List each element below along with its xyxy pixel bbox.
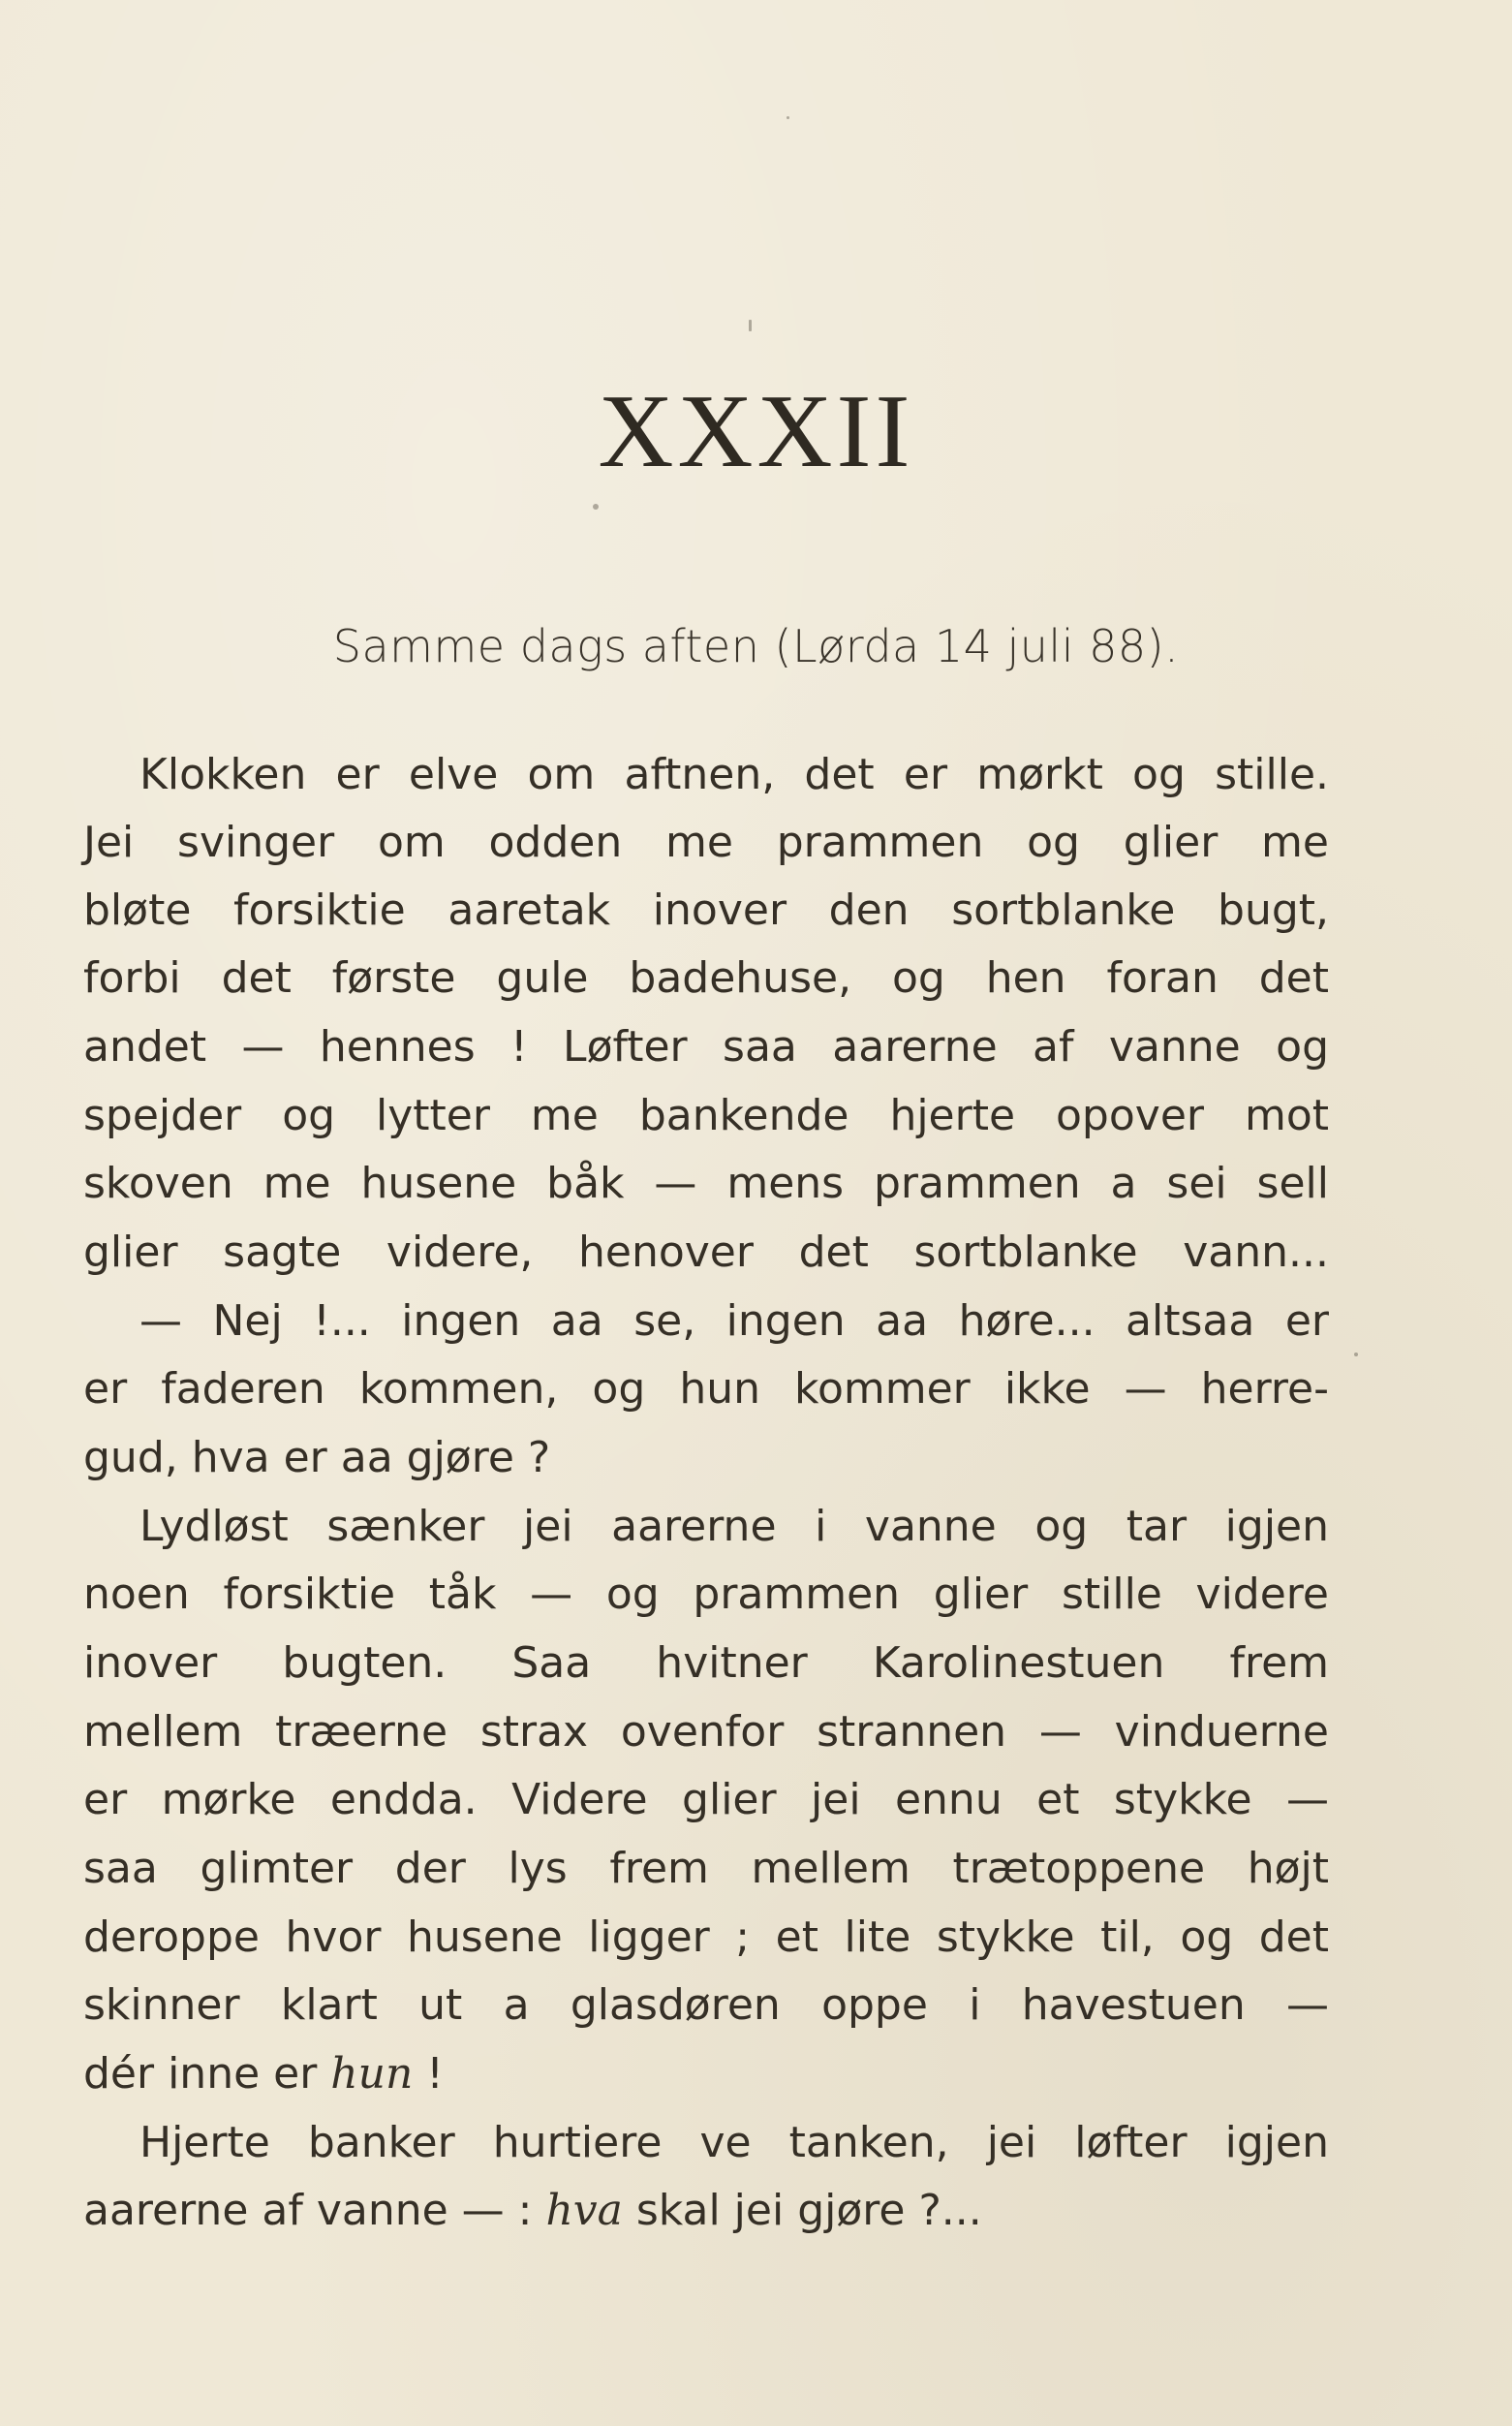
text-line: inover bugten. Saa hvitner Karolinestuen frem (83, 1638, 1329, 1688)
text-run: ! (413, 2049, 444, 2099)
dateline: Samme dags aften (Lørda 14 juli 88). (332, 620, 1180, 672)
text-line: glier sagte videre, henover det sortblanke vann... (83, 1228, 1329, 1277)
text-line (83, 2045, 1329, 2103)
text-run: dér inne er (83, 2049, 331, 2099)
paper-speck (1354, 1353, 1358, 1356)
text-line: mellem træerne strax ovenfor strannen — vinduerne (83, 1707, 1329, 1757)
text-line: Jei svinger om odden me prammen og glier me (83, 818, 1329, 867)
text-line: deroppe hvor husene ligger ; et lite stykke til, og det (83, 1913, 1329, 1962)
text-line (83, 2182, 1329, 2240)
text-line: er faderen kommen, og hun kommer ikke — herre- (83, 1364, 1329, 1414)
text-line: noen forsiktie tåk — og prammen glier stille videre (83, 1570, 1329, 1619)
text-line: Lydløst sænker jei aarerne i vanne og tar igjen (139, 1502, 1329, 1551)
text-line: saa glimter der lys frem mellem trætoppene højt (83, 1844, 1329, 1893)
text-line: bløte forsiktie aaretak inover den sortblanke bugt, (83, 886, 1329, 935)
text-line: skoven me husene båk — mens prammen a sei sell (83, 1159, 1329, 1208)
text-line: spejder og lytter me bankende hjerte opover mot (83, 1091, 1329, 1140)
text-line: — Nej !... ingen aa se, ingen aa høre... altsaa er (139, 1296, 1329, 1346)
emphasis-hun: hun (330, 2049, 414, 2099)
paper-speck (749, 320, 752, 331)
text-line: skinner klart ut a glasdøren oppe i havestuen — (83, 1980, 1329, 2030)
paper-speck (787, 116, 789, 119)
text-run: aarerne af vanne — : (83, 2186, 546, 2235)
text-line: gud, hva er aa gjøre ? (83, 1433, 551, 1482)
paper-speck (593, 504, 599, 510)
emphasis-hva: hva (545, 2186, 623, 2235)
text-line: andet — hennes ! Løfter saa aarerne af vanne og (83, 1022, 1329, 1072)
chapter-heading: XXXII (598, 374, 914, 489)
text-line: forbi det første gule badehuse, og hen foran det (83, 953, 1329, 1003)
text-line: Klokken er elve om aftnen, det er mørkt og stille. (139, 750, 1329, 799)
text-line: er mørke endda. Videre glier jei ennu et stykke — (83, 1775, 1329, 1824)
text-line: Hjerte banker hurtiere ve tanken, jei løfter igjen (139, 2118, 1329, 2167)
text-run: skal jei gjøre ?... (622, 2186, 982, 2235)
